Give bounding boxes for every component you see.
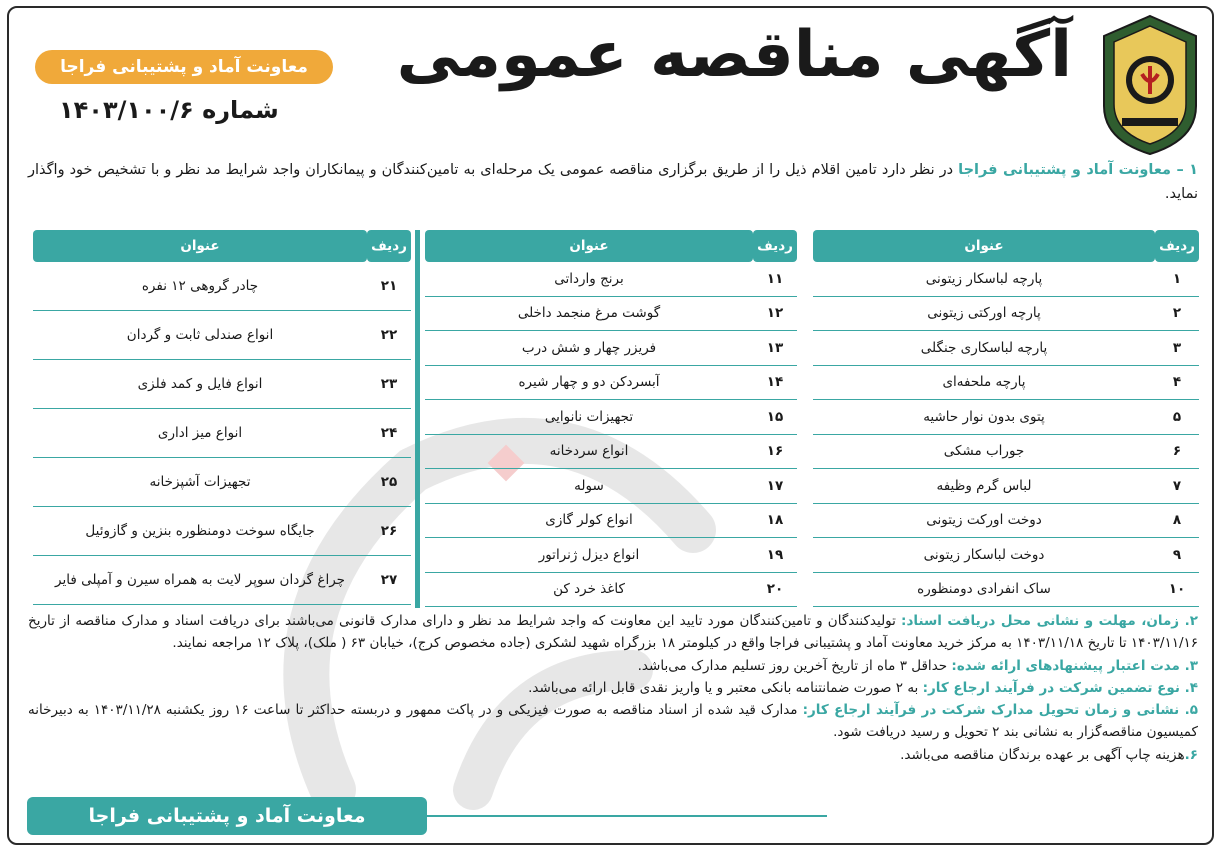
row-number: ۲۵: [367, 458, 411, 507]
note-heading: ۵. نشانی و زمان تحویل مدارک شرکت در فرآیند ارجاع کار:: [802, 702, 1199, 719]
table-row: [813, 262, 1199, 297]
table-row: [425, 297, 797, 332]
row-number: ۱۹: [753, 538, 797, 573]
row-number: ۸: [1155, 504, 1199, 539]
footer-divider: [427, 815, 827, 817]
note-item: [28, 744, 1198, 766]
column-divider: [415, 230, 418, 608]
intro-paragraph: [28, 158, 1198, 206]
items-table-2: [425, 230, 797, 607]
row-number: ۶: [1155, 435, 1199, 470]
table-row: [425, 504, 797, 539]
item-title: پارچه ملحفه‌ای: [813, 366, 1155, 401]
item-title: دوخت اورکت زیتونی: [813, 504, 1155, 539]
department-badge: معاونت آماد و پشتیبانی فراجا: [35, 50, 333, 84]
footer-badge: معاونت آماد و پشتیبانی فراجا: [27, 797, 427, 835]
row-number: ۲۶: [367, 507, 411, 556]
table-row: [425, 573, 797, 608]
row-number: ۱: [1155, 262, 1199, 297]
row-number: ۲۷: [367, 556, 411, 605]
table-row: [813, 469, 1199, 504]
item-title: لباس گرم وظیفه: [813, 469, 1155, 504]
note-body: تولیدکنندگان و تامین‌کنندگان مورد تایید این معاونت که واجد شرایط مد نظر و دارای مدارک قانونی می‌باشند برای دریافت اسناد و مدارک مناقصه از تاریخ ۱۴۰۳/۱۱/۱۶ تا تاریخ ۱۴۰۳/۱۱/۱۸ به مرکز خرید معاونت آماد و پشتیبانی فراجا واقع در کیلومتر ۱۸ بزرگراه شهید لشکری (جاده مخصوص کرج)، خیابان ۶۳ ( ملک)، پلاک ۱۲ مراجعه نمایند.: [28, 613, 1198, 652]
table-row: [33, 556, 411, 605]
item-title: برنج وارداتی: [425, 262, 753, 297]
table-row: [425, 469, 797, 504]
row-number: ۲۴: [367, 409, 411, 458]
police-emblem-icon: [1100, 14, 1200, 156]
table-row: [813, 366, 1199, 401]
note-body: مدارک قید شده از اسناد مناقصه به صورت فیزیکی و در پاکت ممهور و دربسته حداکثر تا ساعت ۱۶ روز یکشنبه ۱۴۰۳/۱۱/۲۸ به دبیرخانه کمیسیون مناقصه‌گزار به نشانی بند ۲ تحویل و رسید دریافت شود.: [28, 702, 1198, 741]
note-heading: ۲. زمان، مهلت و نشانی محل دریافت اسناد:: [901, 613, 1198, 629]
item-title: پارچه اورکتی زیتونی: [813, 297, 1155, 332]
table-row: [425, 331, 797, 366]
table-row: [425, 538, 797, 573]
item-title: جایگاه سوخت دومنظوره بنزین و گازوئیل: [33, 507, 367, 556]
item-title: انواع میز اداری: [33, 409, 367, 458]
note-body: هزینه چاپ آگهی بر عهده برندگان مناقصه می‌باشد.: [900, 746, 1185, 763]
row-number: ۱۸: [753, 504, 797, 539]
table-row: [813, 504, 1199, 539]
item-title: انواع فایل و کمد فلزی: [33, 360, 367, 409]
item-title: تجهیزات آشپزخانه: [33, 458, 367, 507]
item-title: آبسردکن دو و چهار شیره: [425, 366, 753, 401]
title-header: عنوان: [425, 230, 753, 262]
intro-lead: ۱ – معاونت آماد و پشتیبانی فراجا: [958, 162, 1198, 178]
table-row: [813, 538, 1199, 573]
row-number: ۲: [1155, 297, 1199, 332]
title-header: عنوان: [33, 230, 367, 262]
table-row: [33, 409, 411, 458]
row-number: ۱۳: [753, 331, 797, 366]
row-header: ردیف: [753, 230, 797, 262]
note-item: [28, 677, 1198, 699]
header: [9, 8, 1212, 160]
table-row: [425, 400, 797, 435]
row-number: ۲۲: [367, 311, 411, 360]
item-title: چراغ گردان سوپر لایت به همراه سیرن و آمپلی فایر: [33, 556, 367, 605]
table-row: [813, 400, 1199, 435]
table-row: [425, 435, 797, 470]
item-title: پتوی بدون نوار حاشیه: [813, 400, 1155, 435]
item-title: انواع کولر گازی: [425, 504, 753, 539]
row-number: ۱۴: [753, 366, 797, 401]
title-header: عنوان: [813, 230, 1155, 262]
row-number: ۲۰: [753, 573, 797, 608]
item-title: جوراب مشکی: [813, 435, 1155, 470]
row-header: ردیف: [367, 230, 411, 262]
note-item: [28, 610, 1198, 655]
table-row: [33, 360, 411, 409]
item-title: پارچه لباسکاری جنگلی: [813, 331, 1155, 366]
item-title: انواع سردخانه: [425, 435, 753, 470]
items-table-1: [813, 230, 1199, 607]
notes: [28, 610, 1198, 766]
table-row: [33, 507, 411, 556]
table-row: [813, 331, 1199, 366]
item-title: تجهیزات نانوایی: [425, 400, 753, 435]
row-number: ۱۷: [753, 469, 797, 504]
note-heading: ۳. مدت اعتبار پیشنهادهای ارائه شده:: [951, 657, 1198, 674]
row-number: ۱۰: [1155, 573, 1199, 608]
row-number: ۲۱: [367, 262, 411, 311]
row-number: ۹: [1155, 538, 1199, 573]
row-number: ۱۵: [753, 400, 797, 435]
row-number: ۷: [1155, 469, 1199, 504]
row-number: ۱۶: [753, 435, 797, 470]
table-row: [33, 311, 411, 360]
row-number: ۲۳: [367, 360, 411, 409]
note-item: [28, 655, 1198, 677]
item-title: پارچه لباسکار زیتونی: [813, 262, 1155, 297]
intro-body: در نظر دارد تامین اقلام ذیل را از طریق برگزاری مناقصه عمومی یک مرحله‌ای به تامین‌کنندگان و پیمانکاران واجد شرایط مد نظر و با تشخیص خود واگذار نماید.: [28, 162, 1198, 202]
note-body: حداقل ۳ ماه از تاریخ آخرین روز تسلیم مدارک می‌باشد.: [637, 657, 952, 674]
table-row: [33, 262, 411, 311]
item-title: گوشت مرغ منجمد داخلی: [425, 297, 753, 332]
table-row: [425, 366, 797, 401]
table-row: [813, 297, 1199, 332]
tender-advertisement: [7, 6, 1214, 845]
row-number: ۴: [1155, 366, 1199, 401]
table-row: [425, 262, 797, 297]
item-title: سوله: [425, 469, 753, 504]
item-title: دوخت لباسکار زیتونی: [813, 538, 1155, 573]
row-header: ردیف: [1155, 230, 1199, 262]
item-title: انواع صندلی ثابت و گردان: [33, 311, 367, 360]
item-title: ساک انفرادی دومنظوره: [813, 573, 1155, 608]
note-item: [28, 699, 1198, 744]
tender-number: شماره ۱۴۰۳/۱۰۰/۶: [59, 96, 279, 124]
table-row: [813, 573, 1199, 608]
table-row: [33, 458, 411, 507]
note-heading: ۶.: [1184, 746, 1198, 763]
table-row: [813, 435, 1199, 470]
item-title: انواع دیزل ژنراتور: [425, 538, 753, 573]
note-heading: ۴. نوع تضمین شرکت در فرآیند ارجاع کار:: [922, 679, 1198, 696]
row-number: ۳: [1155, 331, 1199, 366]
items-tables: [33, 230, 1199, 608]
note-body: به ۲ صورت ضمانتنامه بانکی معتبر و یا واریز نقدی قابل ارائه می‌باشد.: [528, 679, 923, 696]
item-title: فریزر چهار و شش درب: [425, 331, 753, 366]
items-table-3: [33, 230, 411, 605]
row-number: ۵: [1155, 400, 1199, 435]
row-number: ۱۱: [753, 262, 797, 297]
main-title: آگهی مناقصه عمومی: [396, 18, 1072, 92]
item-title: کاغذ خرد کن: [425, 573, 753, 608]
item-title: چادر گروهی ۱۲ نفره: [33, 262, 367, 311]
row-number: ۱۲: [753, 297, 797, 332]
